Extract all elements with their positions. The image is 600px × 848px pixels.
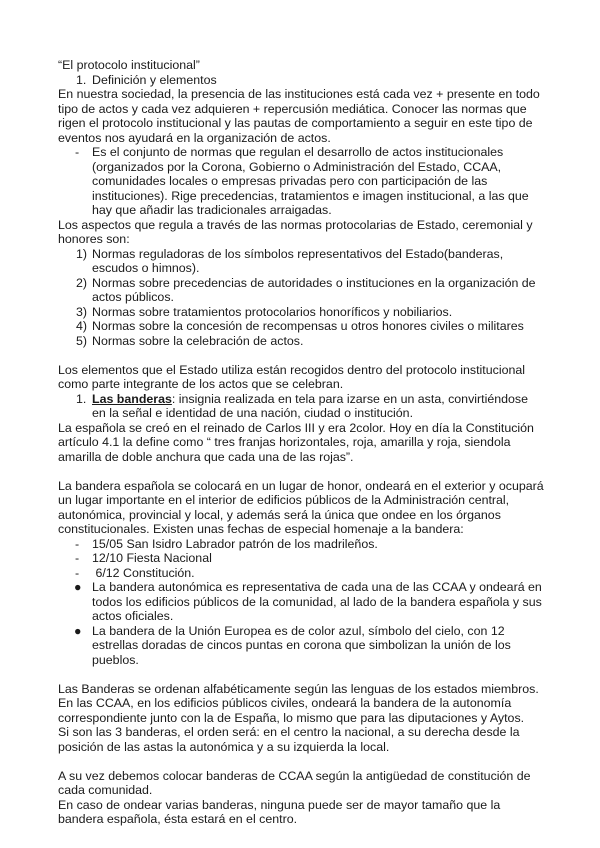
dash-marker: - [75,536,80,551]
paragraph-gap [58,464,544,479]
paragraph-gap [58,667,544,682]
orden-paragraph-1: Las Banderas se ordenan alfabéticamente según las lenguas de los estados miembros. [58,681,539,696]
doc-title: “El protocolo institucional” [58,58,200,72]
aspect-number: 3) [76,304,88,319]
aspect-item [58,305,544,320]
date-text: 15/05 San Isidro Labrador patrón de los madrileños. [92,536,378,551]
dash-marker: - [75,565,80,580]
bullet-icon: ● [74,580,82,594]
aspect-text: Normas sobre precedencias de autoridades o instituciones en la organización de actos públicos. [92,275,536,304]
aspect-item [58,334,544,349]
espanola-paragraph: La española se creó en el reinado de Carlos III y era 2color. Hoy en día la Constitución artículo 4.1 la define como “ tres franjas horizontales, roja, amarilla y roja, siendola amarilla de doble anchura que cada una de las rojas”. [58,420,534,464]
section-heading [58,73,544,88]
aspects-intro: Los aspectos que regula a través de las normas protocolarias de Estado, ceremonial y honores son: [58,217,533,246]
aspect-text: Normas sobre la concesión de recompensas u otros honores civiles o militares [92,319,524,333]
bullet-text: La bandera de la Unión Europea es de color azul, símbolo del cielo, con 12 estrellas doradas de cincos puntas en corona que simbolizan la unión de los pueblos. [92,623,511,667]
date-text: 6/12 Constitución. [92,565,195,580]
paragraph-gap [58,754,544,769]
banderas-label: Las banderas [92,391,172,406]
orden-paragraph-3: Si son las 3 banderas, el orden será: en el centro la nacional, a su derecha desde la posición de las astas la autonómica y a su izquierda la local. [58,725,520,754]
dash-marker: - [75,551,80,565]
bullet-icon: ● [74,623,82,638]
aspect-number: 4) [76,319,88,333]
final-paragraph-1: A su vez debemos colocar banderas de CCAA según la antigüedad de constitución de cada comunidad. [58,768,531,797]
aspect-number: 2) [76,275,88,290]
bullet-text: La bandera autonómica es representativa de cada una de las CCAA y ondeará en todos los edificios públicos de la comunidad, al lado de la bandera española y sus actos oficiales. [92,580,542,623]
document-page [58,58,544,827]
final-paragraph-2: En caso de ondear varias banderas, ninguna puede ser de mayor tamaño que la bandera española, ésta estará en el centro. [58,797,501,826]
aspect-text: Normas sobre tratamientos protocolarios honoríficos y nobiliarios. [92,304,453,319]
aspect-text: Normas sobre la celebración de actos. [92,333,304,348]
date-item [58,551,544,566]
banderas-number: 1. [76,391,87,406]
aspect-text: Normas reguladoras de los símbolos representativos del Estado(banderas, escudos o himnos). [92,246,504,275]
orden-paragraph-2: En las CCAA, en los edificios públicos civiles, ondeará la bandera de la autonomía correspondiente junto con la de España, lo mismo que para las diputaciones y Aytos. [58,696,525,725]
section-title: Definición y elementos [92,72,217,87]
date-text: 12/10 Fiesta Nacional [92,551,212,565]
bullet-item [58,580,544,624]
aspect-item [58,319,544,334]
banderas-text: : insignia realizada en tela para izarse en un asta, convirtiéndose en la señal e identidad de una nación, ciudad o institución. [92,391,528,420]
elements-intro: Los elementos que el Estado utiliza están recogidos dentro del protocolo institucional como parte integrante de los actos que se celebran. [58,362,526,391]
banderas-item [58,392,544,421]
dash-marker: - [75,145,80,159]
intro-paragraph: En nuestra sociedad, la presencia de las instituciones está cada vez + presente en todo tipo de actos y cada vez adquieren + repercusión mediática. Conocer las normas que rigen el protocolo institucional y las pautas de comportamiento a seguir en este tipo de eventos nos ayudará en la organización de actos. [58,87,540,145]
aspect-item [58,247,544,276]
bullet-item [58,624,544,668]
date-item [58,537,544,552]
date-item [58,566,544,581]
paragraph-gap [58,348,544,363]
aspect-number: 5) [76,333,88,348]
definition-text: Es el conjunto de normas que regulan el desarrollo de actos institucionales (organizados por la Corona, Gobierno o Administración del Estado, CCAA, comunidades locales o empresas privadas pero con participación de las instituciones). Rige precedencias, tratamientos e imagen institucional, a las que hay que añadir las tradicionales arraigadas. [92,145,529,217]
section-number: 1. [76,72,87,87]
aspect-number: 1) [76,246,88,261]
colocara-paragraph: La bandera española se colocará en un lugar de honor, ondeará en el exterior y ocupará un lugar importante en el interior de edificios públicos de la Administración central, autonómica, provincial y local, y además será la única que ondee en los órganos constitucionales. Existen unas fechas de especial homenaje a la bandera: [58,478,544,536]
definition-item [58,145,544,218]
aspect-item [58,276,544,305]
